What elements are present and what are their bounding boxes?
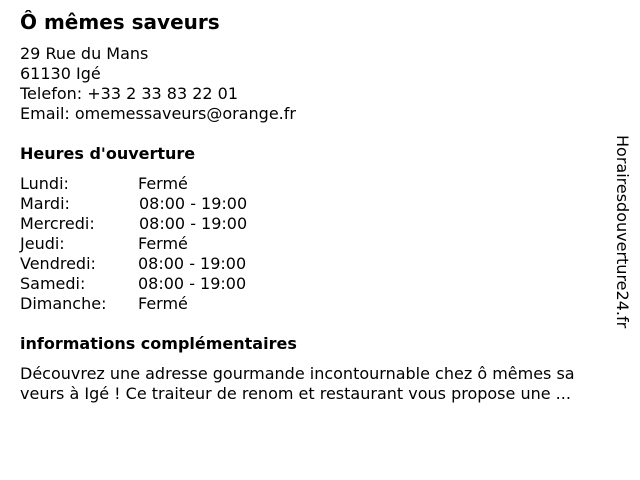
day-label: Vendredi: — [20, 254, 96, 273]
hours-value: Fermé — [138, 294, 188, 313]
day-label: Lundi: — [20, 174, 69, 193]
description-line: Découvrez une adresse gourmande incontournable chez ô mêmes sa — [20, 364, 575, 383]
business-name: Ô mêmes saveurs — [20, 10, 220, 34]
hours-row-tuesday — [20, 194, 320, 214]
hours-row-saturday — [20, 274, 320, 294]
hours-row-sunday — [20, 294, 320, 314]
address-block — [20, 44, 296, 124]
city-postal: 61130 Igé — [20, 64, 101, 83]
hours-value: Fermé — [138, 174, 188, 193]
day-label: Mercredi: — [20, 214, 95, 233]
day-label: Jeudi: — [20, 234, 65, 253]
hours-value: 08:00 - 19:00 — [139, 194, 248, 213]
phone-number: Telefon: +33 2 33 83 22 01 — [20, 84, 239, 103]
hours-heading: Heures d'ouverture — [20, 144, 196, 163]
opening-hours-table — [20, 174, 320, 314]
hours-row-monday — [20, 174, 320, 194]
email-address: Email: omemessaveurs@orange.fr — [20, 104, 296, 123]
day-label: Dimanche: — [20, 294, 107, 313]
business-description — [20, 364, 620, 404]
hours-value: 08:00 - 19:00 — [138, 254, 247, 273]
hours-row-thursday — [20, 234, 320, 254]
hours-value: Fermé — [138, 234, 188, 253]
day-label: Samedi: — [20, 274, 86, 293]
info-heading: informations complémentaires — [20, 334, 297, 353]
street-address: 29 Rue du Mans — [20, 44, 149, 63]
hours-row-wednesday — [20, 214, 320, 234]
hours-row-friday — [20, 254, 320, 274]
hours-value: 08:00 - 19:00 — [138, 274, 247, 293]
site-watermark: Horairesdouverture24.fr — [613, 135, 632, 329]
hours-value: 08:00 - 19:00 — [139, 214, 248, 233]
day-label: Mardi: — [20, 194, 70, 213]
description-line: veurs à Igé ! Ce traiteur de renom et restaurant vous propose une ... — [20, 384, 571, 403]
